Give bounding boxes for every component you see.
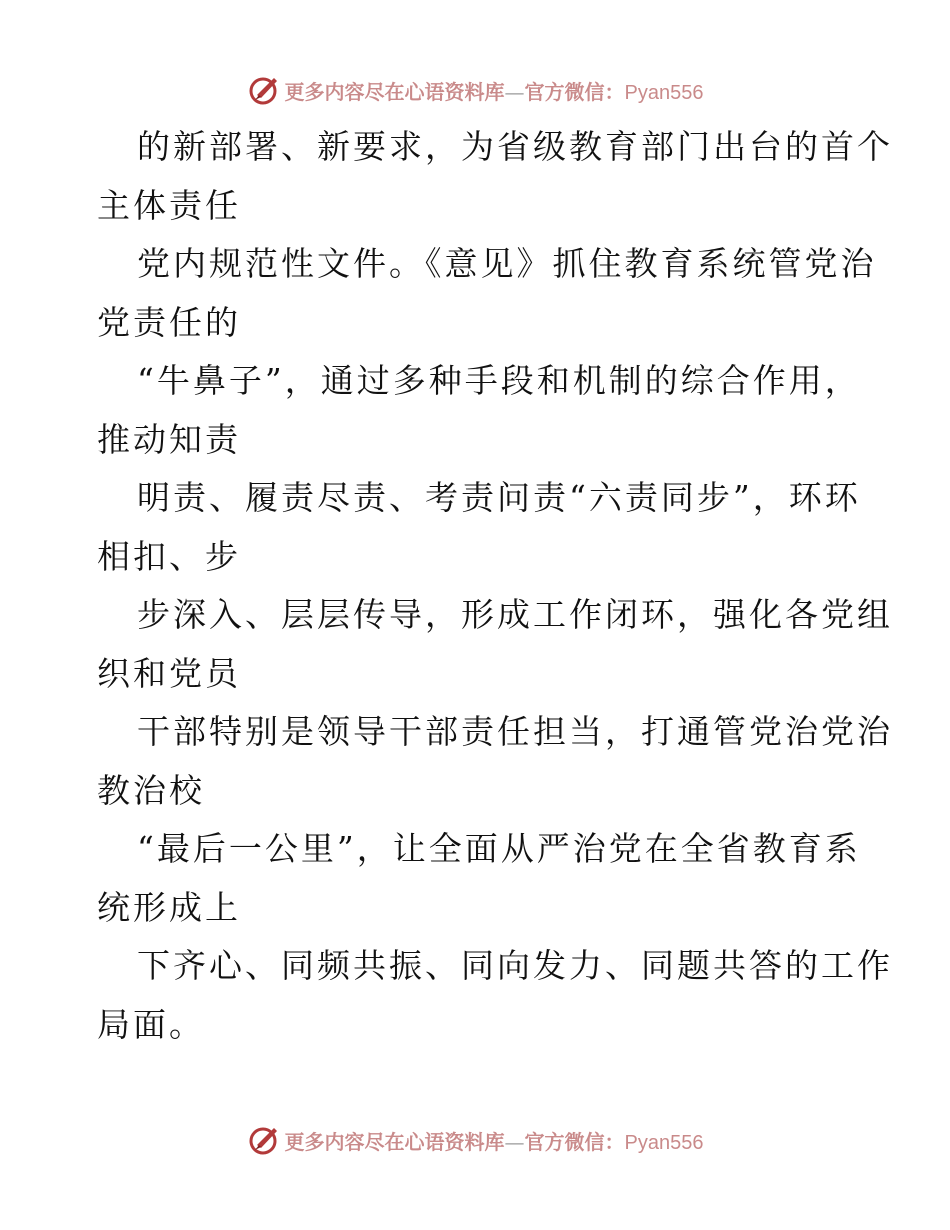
body-line: 明责、履责尽责、考责问责“六责同步”，环环: [137, 478, 861, 517]
watermark-id: Pyan556: [624, 1131, 704, 1154]
quill-logo-icon: [247, 1123, 281, 1157]
body-line: 局面。: [97, 1004, 205, 1044]
body-line: 干部特别是领导干部责任担当，打通管党治党治: [137, 712, 893, 751]
body-line: 统形成上: [97, 887, 241, 927]
watermark-dash: —: [504, 79, 525, 104]
body-line: 党内规范性文件。《意见》抓住教育系统管党治: [137, 244, 877, 283]
watermark-dash: —: [504, 1129, 525, 1154]
watermark-label: 官方微信：: [524, 79, 625, 104]
watermark-id: Pyan556: [624, 81, 704, 104]
body-line: 教治校: [97, 770, 205, 810]
body-line: 的新部署、新要求，为省级教育部门出台的首个: [137, 127, 893, 166]
document-body: [97, 118, 893, 1054]
body-line: 织和党员: [97, 653, 241, 693]
body-line: “最后一公里”，让全面从严治党在全省教育系: [137, 829, 861, 868]
watermark-main: 更多内容尽在心语资料库: [284, 1129, 505, 1154]
body-line: 党责任的: [97, 302, 241, 342]
footer-watermark: [0, 1120, 950, 1160]
body-line: 下齐心、同频共振、同向发力、同题共答的工作: [137, 946, 893, 985]
watermark-text: [285, 76, 704, 105]
header-watermark: [0, 70, 950, 110]
body-line: “牛鼻子”，通过多种手段和机制的综合作用，: [137, 361, 861, 400]
quill-logo-icon: [247, 73, 281, 107]
body-line: 相扣、步: [97, 536, 241, 576]
watermark-main: 更多内容尽在心语资料库: [284, 79, 505, 104]
body-line: 步深入、层层传导，形成工作闭环，强化各党组: [137, 595, 893, 634]
body-line: 主体责任: [97, 185, 241, 225]
watermark-label: 官方微信：: [524, 1129, 625, 1154]
watermark-text: [285, 1126, 704, 1155]
body-line: 推动知责: [97, 419, 241, 459]
